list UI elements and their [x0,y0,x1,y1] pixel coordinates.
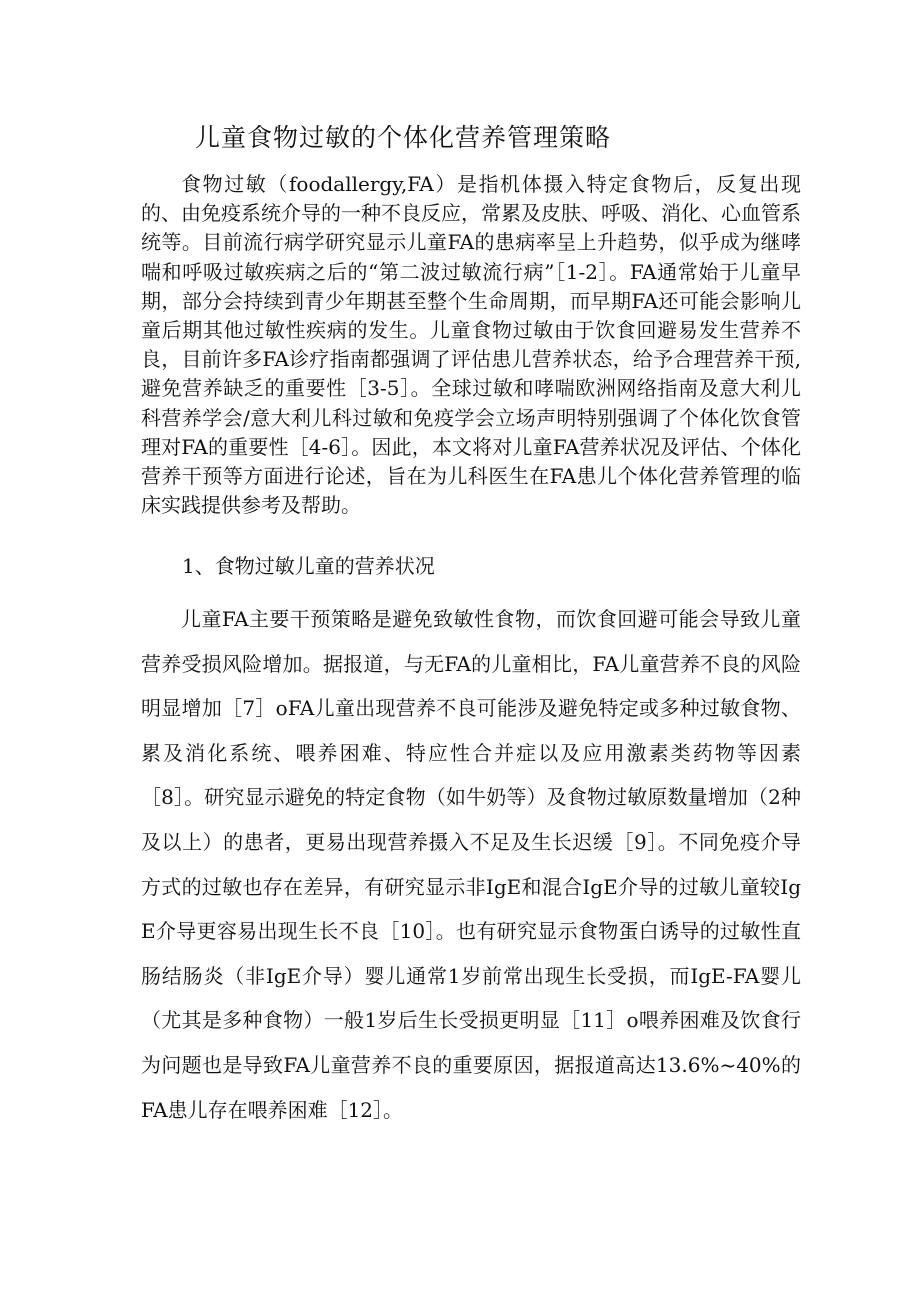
section-paragraph: 儿童FA主要干预策略是避免致敏性食物，而饮食回避可能会导致儿童营养受损风险增加。据报道，与无FA的儿童相比，FA儿童营养不良的风险明显增加［7］oFA儿童出现营养不良可能涉及避免特定或多种过敏食物、累及消化系统、喂养困难、特应性合并症以及应用激素类药物等因素［8］。研究显示避免的特定食物（如牛奶等）及食物过敏原数量增加（2种及以上）的患者，更易出现营养摄入不足及生长迟缓［9］。不同免疫介导方式的过敏也存在差异，有研究显示非IgE和混合IgE介导的过敏儿童较IgE介导更容易出现生长不良［10］。也有研究显示食物蛋白诱导的过敏性直肠结肠炎（非IgE介导）婴儿通常1岁前常出现生长受损，而IgE-FA婴儿（尤其是多种食物）一般1岁后生长受损更明显［11］o喂养困难及饮食行为问题也是导致FA儿童营养不良的重要原因，据报道高达13.6%~40%的FA患儿存在喂养困难［12］。 [141,607,801,1122]
intro-paragraph: 食物过敏（foodallergy,FA）是指机体摄入特定食物后，反复出现的、由免疫系统介导的一种不良反应，常累及皮肤、呼吸、消化、心血管系统等。目前流行病学研究显示儿童FA的患病率呈上升趋势，似乎成为继哮喘和呼吸过敏疾病之后的“第二波过敏流行病”［1-2］。FA通常始于儿童早期，部分会持续到青少年期甚至整个生命周期，而早期FA还可能会影响儿童后期其他过敏性疾病的发生。儿童食物过敏由于饮食回避易发生营养不良，目前许多FA诊疗指南都强调了评估患儿营养状态，给予合理营养干预,避免营养缺乏的重要性［3-5］。全球过敏和哮喘欧洲网络指南及意大利儿科营养学会/意大利儿科过敏和免疫学会立场声明特别强调了个体化饮食管理对FA的重要性［4-6］。因此，本文将对儿童FA营养状况及评估、个体化营养干预等方面进行论述，旨在为儿科医生在FA患儿个体化营养管理的临床实践提供参考及帮助。 [141,172,801,518]
section-heading: 1、食物过敏儿童的营养状况 [182,554,435,578]
document-title: 儿童食物过敏的个体化营养管理策略 [195,123,612,152]
